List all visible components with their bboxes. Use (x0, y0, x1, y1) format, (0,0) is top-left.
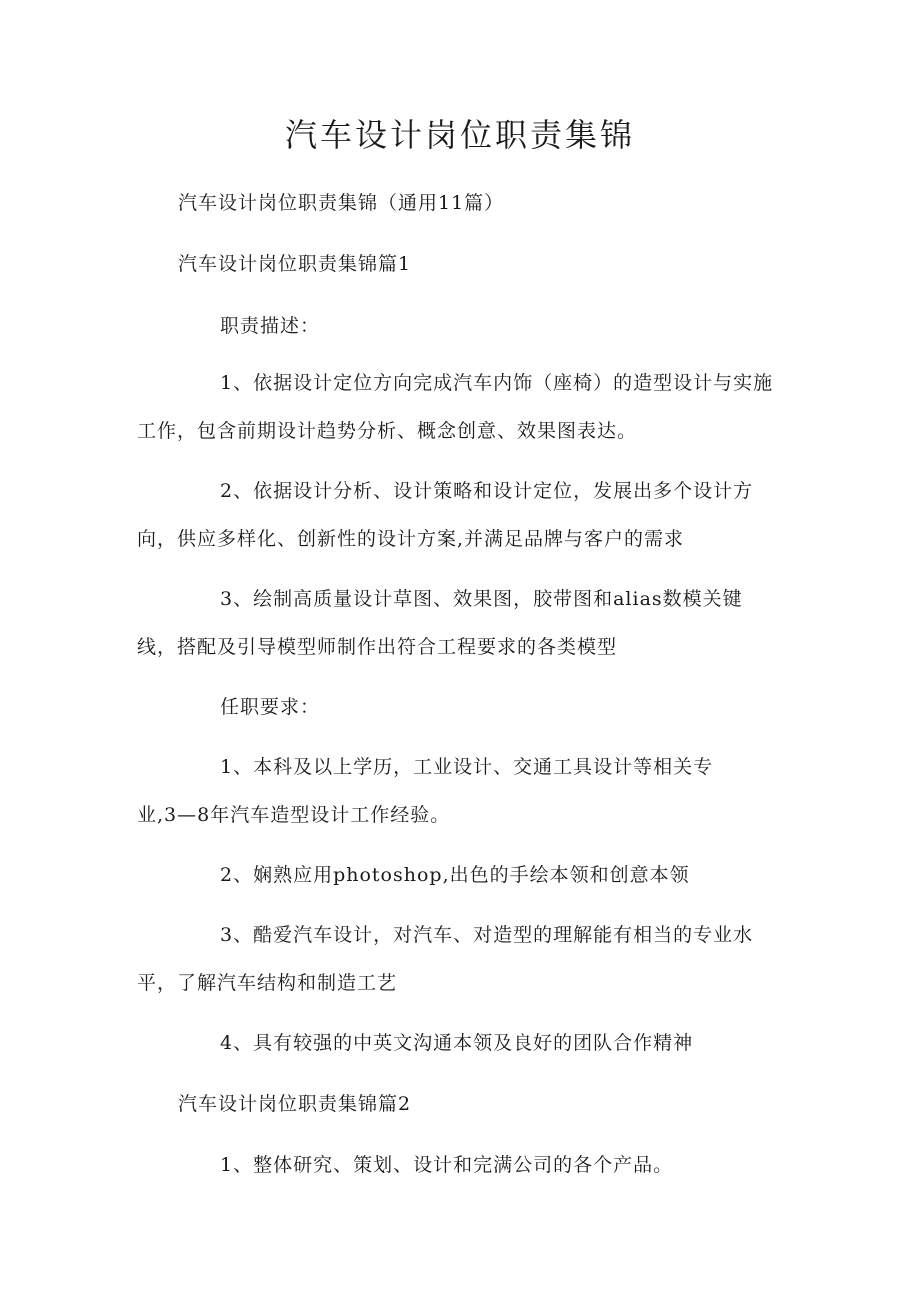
duties-heading: 职责描述： (220, 315, 321, 337)
duty2-line2: 向，供应多样化、创新性的设计方案,并满足品牌与客户的需求 (137, 528, 685, 550)
section2-item1: 1、整体研究、策划、设计和完满公司的各个产品。 (220, 1154, 674, 1176)
duty3-line2: 线，搭配及引导模型师制作出符合工程要求的各类模型 (137, 636, 618, 658)
requirements-heading: 任职要求： (220, 696, 321, 718)
req3-line1: 3、酷爱汽车设计，对汽车、对造型的理解能有相当的专业水 (220, 924, 754, 946)
document-subtitle: 汽车设计岗位职责集锦（通用11篇） (178, 192, 505, 214)
duty2-line1: 2、依据设计分析、设计策略和设计定位，发展出多个设计方 (220, 480, 754, 502)
req2-line: 2、娴熟应用photoshop,出色的手绘本领和创意本领 (220, 864, 690, 886)
req4-line: 4、具有较强的中英文沟通本领及良好的团队合作精神 (220, 1032, 694, 1054)
req1-line1: 1、本科及以上学历，工业设计、交通工具设计等相关专 (220, 756, 714, 778)
req3-line2: 平，了解汽车结构和制造工艺 (137, 972, 398, 994)
duty1-line2: 工作，包含前期设计趋势分析、概念创意、效果图表达。 (137, 420, 638, 442)
req1-line2: 业,3—8年汽车造型设计工作经验。 (137, 804, 451, 826)
section2-heading: 汽车设计岗位职责集锦篇2 (178, 1093, 412, 1115)
duty1-line1: 1、依据设计定位方向完成汽车内饰（座椅）的造型设计与实施 (220, 372, 774, 394)
section1-heading: 汽车设计岗位职责集锦篇1 (178, 253, 412, 275)
document-title: 汽车设计岗位职责集锦 (284, 116, 635, 154)
duty3-line1: 3、绘制高质量设计草图、效果图，胶带图和alias数模关键 (220, 588, 743, 610)
